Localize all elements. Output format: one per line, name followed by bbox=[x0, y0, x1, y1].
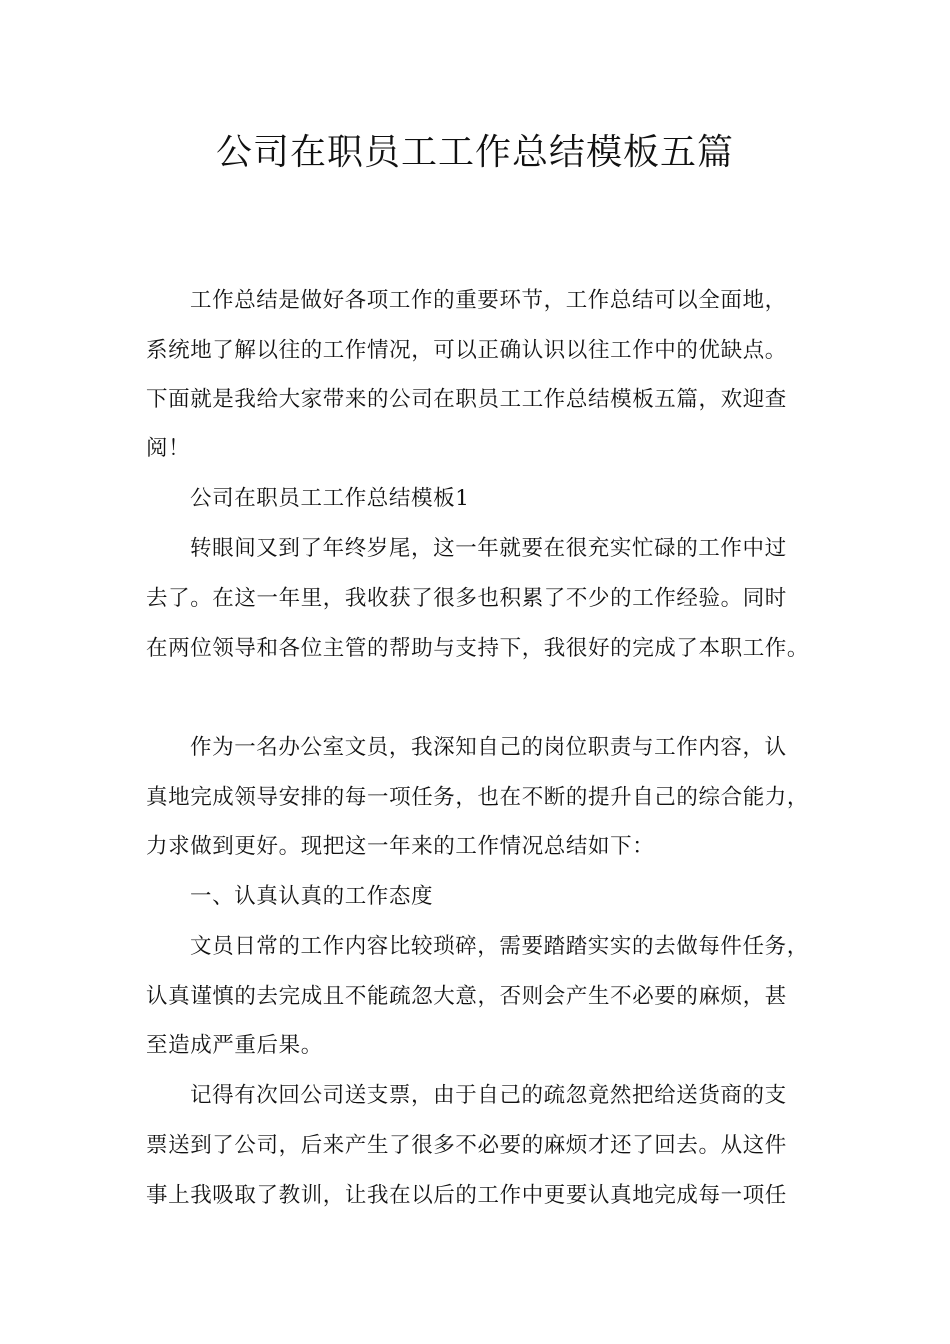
document-title: 公司在职员工工作总结模板五篇 bbox=[215, 132, 734, 173]
section-heading: 一、认真认真的工作态度 bbox=[190, 884, 434, 909]
paragraph-line: 系统地了解以往的工作情况，可以正确认识以往工作中的优缺点。 bbox=[146, 338, 787, 363]
paragraph-line: 认真谨慎的去完成且不能疏忽大意，否则会产生不必要的麻烦，甚 bbox=[146, 984, 787, 1009]
paragraph-line: 转眼间又到了年终岁尾，这一年就要在很充实忙碌的工作中过 bbox=[190, 536, 787, 561]
paragraph-line: 事上我吸取了教训，让我在以后的工作中更要认真地完成每一项任 bbox=[146, 1183, 787, 1208]
paragraph-line: 至造成严重后果。 bbox=[146, 1033, 323, 1058]
paragraph-line: 记得有次回公司送支票，由于自己的疏忽竟然把给送货商的支 bbox=[190, 1083, 787, 1108]
paragraph-line: 文员日常的工作内容比较琐碎，需要踏踏实实的去做每件任务， bbox=[190, 934, 809, 959]
paragraph-line: 阅！ bbox=[146, 436, 191, 461]
paragraph-line: 在两位领导和各位主管的帮助与支持下，我很好的完成了本职工作。 bbox=[146, 636, 810, 661]
section-heading: 公司在职员工工作总结模板1 bbox=[190, 486, 470, 511]
paragraph-line: 票送到了公司，后来产生了很多不必要的麻烦才还了回去。从这件 bbox=[146, 1133, 787, 1158]
paragraph-line: 下面就是我给大家带来的公司在职员工工作总结模板五篇，欢迎查 bbox=[146, 387, 787, 412]
paragraph-line: 去了。在这一年里，我收获了很多也积累了不少的工作经验。同时 bbox=[146, 586, 787, 611]
paragraph-line: 力求做到更好。现把这一年来的工作情况总结如下： bbox=[146, 834, 655, 859]
paragraph-line: 工作总结是做好各项工作的重要环节，工作总结可以全面地， bbox=[190, 288, 787, 313]
paragraph-line: 真地完成领导安排的每一项任务，也在不断的提升自己的综合能力， bbox=[146, 785, 810, 810]
paragraph-line: 作为一名办公室文员，我深知自己的岗位职责与工作内容，认 bbox=[190, 735, 787, 760]
